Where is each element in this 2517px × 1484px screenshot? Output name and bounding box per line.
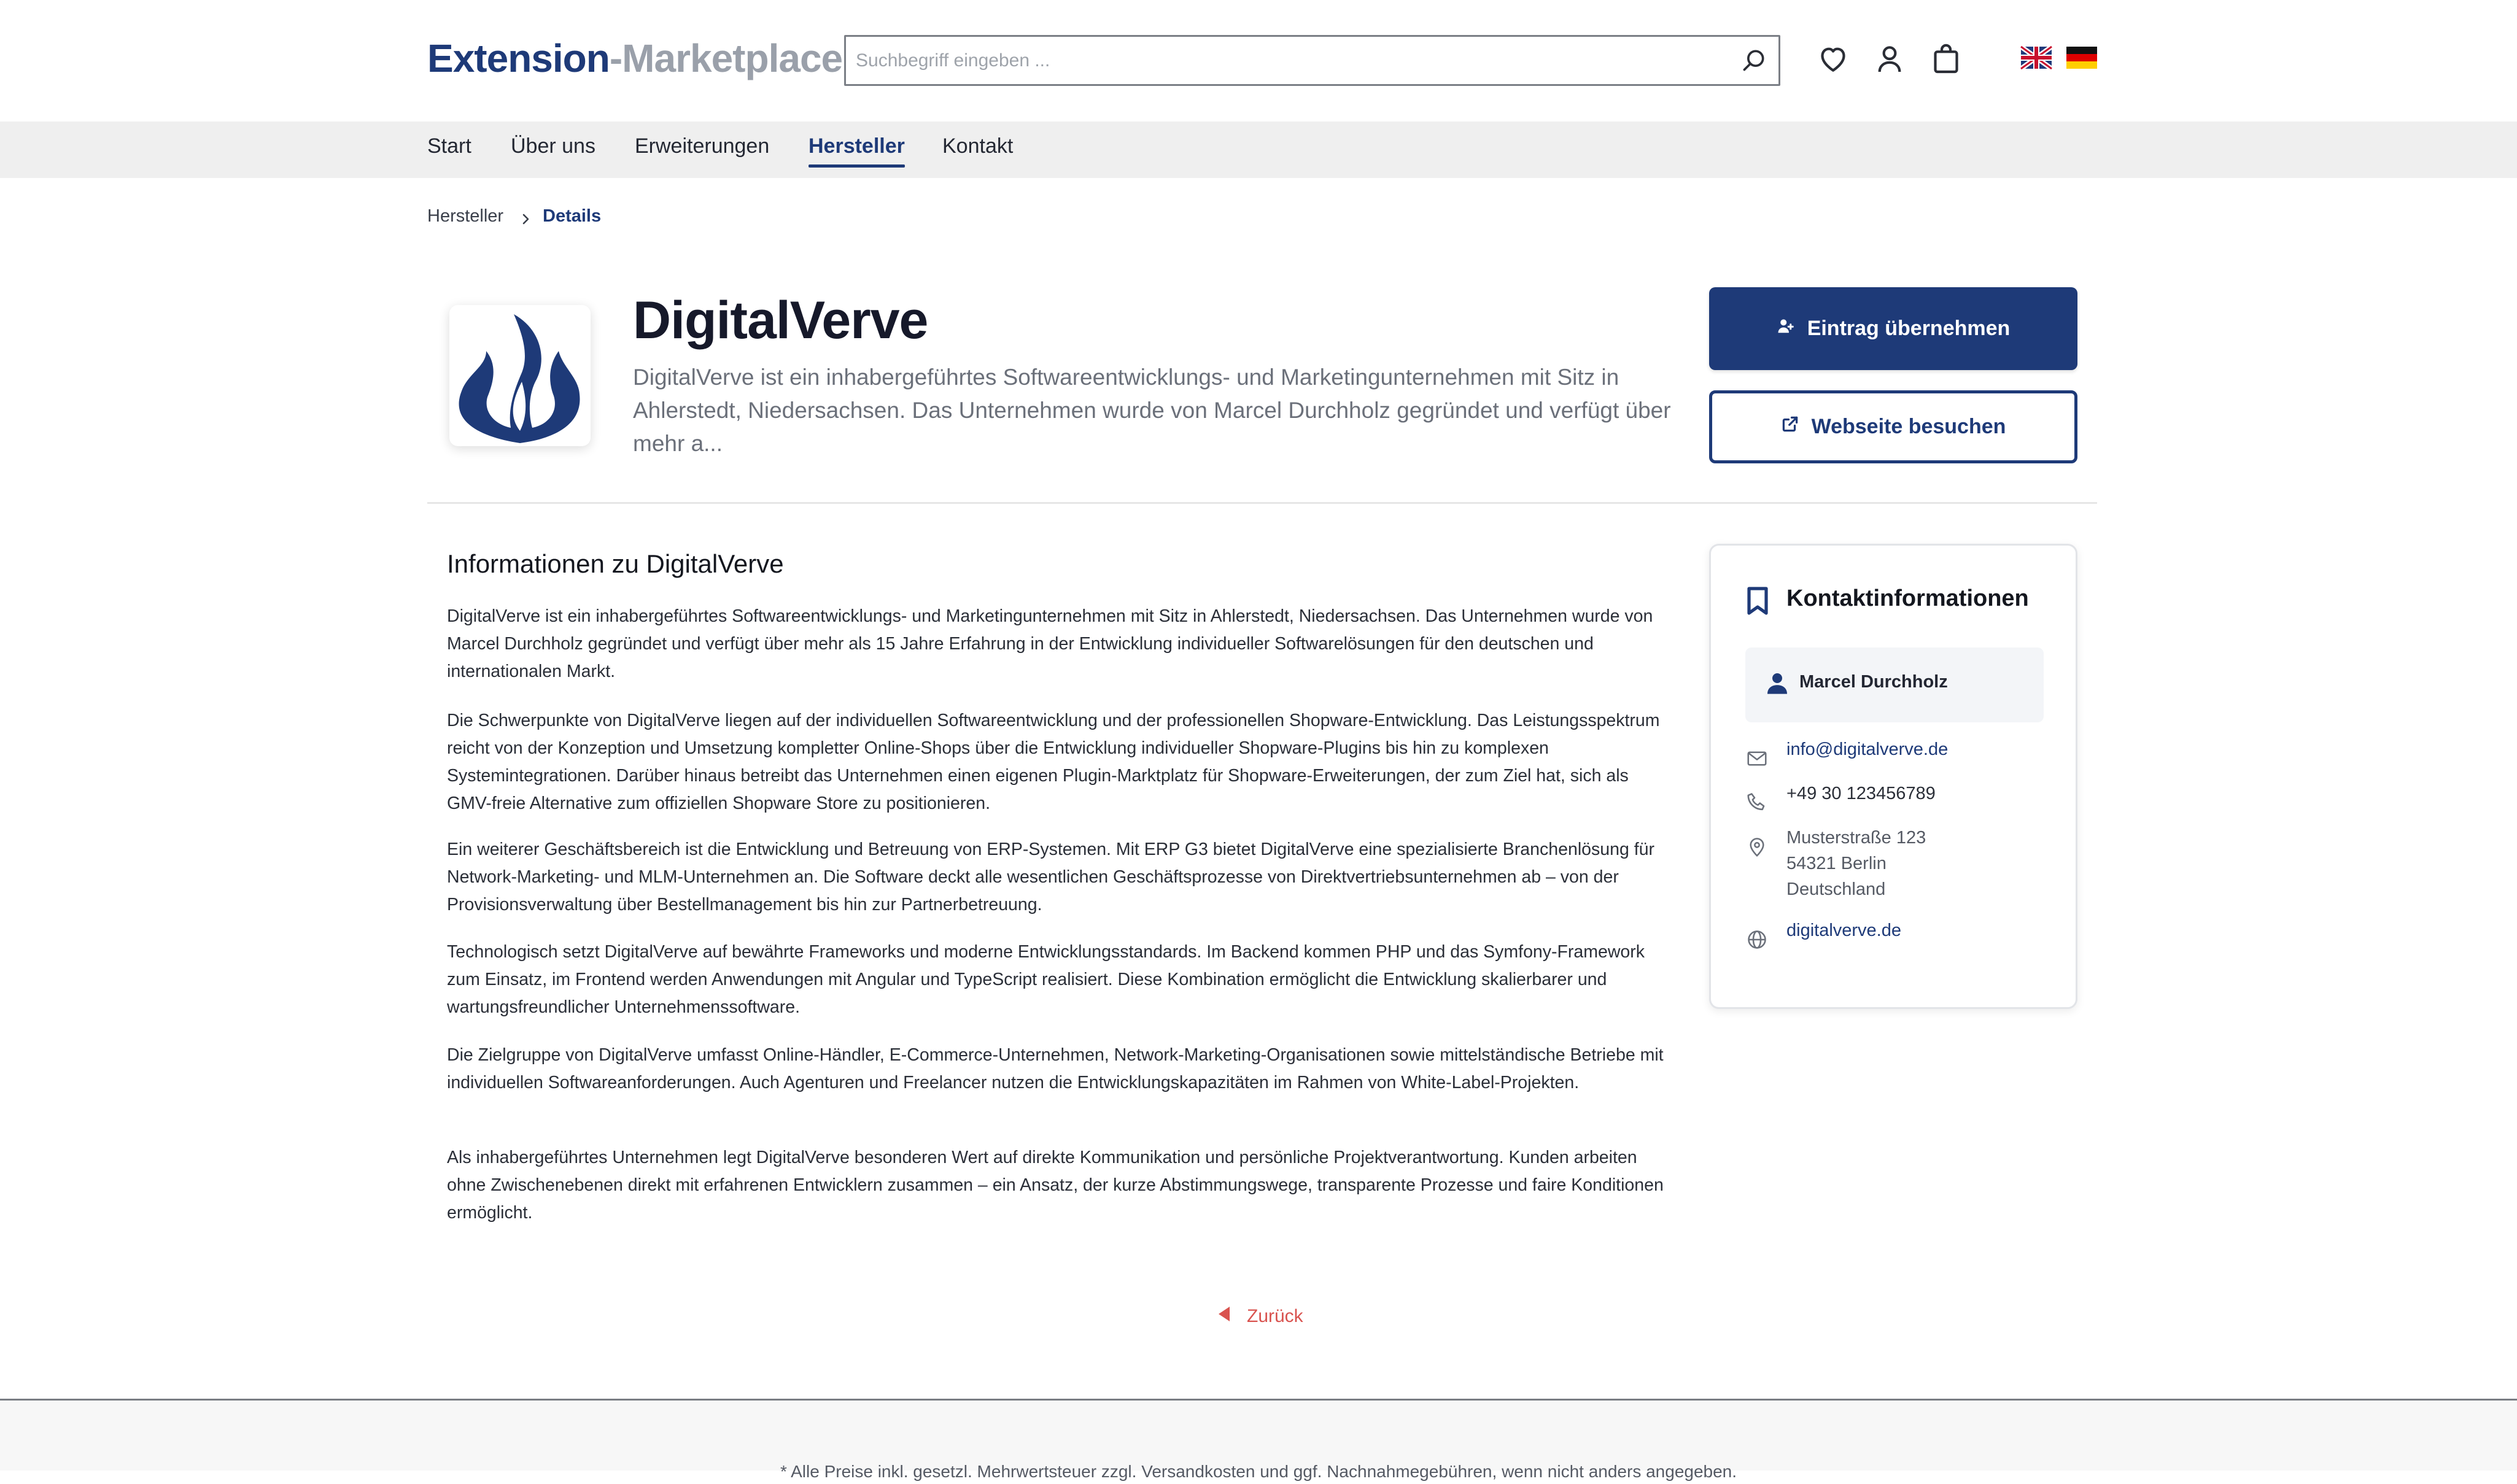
manufacturer-logo [449,305,591,446]
nav-item-kontakt[interactable]: Kontakt [942,134,1014,158]
external-link-icon [1781,415,1799,439]
footer-price-note: * Alle Preise inkl. gesetzl. Mehrwertsteuer zzgl. Versandkosten und ggf. Nachnahmegebühren, wenn nicht anders angegeben. [780,1462,1737,1481]
address-street: Musterstraße 123 [1786,828,1926,848]
flag-uk-icon[interactable] [2021,47,2052,69]
info-paragraph: DigitalVerve ist ein inhabergeführtes Softwareentwicklungs- und Marketingunternehmen mit Sitz in Ahlerstedt, Niedersachsen. Das Unternehmen wurde von Marcel Durchholz gegründet und verfügt über mehr als 15 Jahre Erfahrung in der Entwicklung individueller Softwarelösungen für den deutschen und internationalen Markt. [447,606,1653,681]
contact-email-link[interactable]: info@digitalverve.de [1786,740,1949,759]
location-pin-icon [1745,835,1769,859]
manufacturer-short-description: DigitalVerve ist ein inhabergeführtes Softwareentwicklungs- und Marketingunternehmen mit Sitz in Ahlerstedt, Niedersachsen. Das Unternehmen wurde von Marcel Durchholz gegründet und verfügt über mehr a... [633,365,1671,456]
breadcrumb-item-details: Details [543,206,602,226]
info-paragraph: Technologisch setzt DigitalVerve auf bewährte Frameworks und moderne Entwicklungsstandards. Im Backend kommen PHP und das Symfony-Framework zum Einsatz, im Frontend werden Anwendungen mit Angular und TypeScript realisiert. Diese Kombination ermöglicht die Entwicklung skalierbarer und wartungsfreundlicher Unternehmenssoftware. [447,942,1645,1017]
contact-website-link[interactable]: digitalverve.de [1786,921,1901,940]
globe-icon [1745,928,1769,951]
contact-person [1745,647,2044,722]
contact-card [1709,544,2077,1009]
footer [0,1399,2517,1481]
search-box [844,35,1780,86]
site-logo[interactable] [427,34,842,83]
caret-left-icon [1217,1305,1231,1327]
manufacturer-name: DigitalVerve [633,291,928,350]
search-input[interactable] [856,37,1715,84]
info-paragraph: Ein weiterer Geschäftsbereich ist die Entwicklung und Betreuung von ERP-Systemen. Mit ERP G3 bietet DigitalVerve eine spezialisierte Branchenlösung für Network-Marketing- und MLM-Unternehmen an. Die Software deckt alle wesentlichen Geschäftsprozesse von Direktvertriebsunternehmen ab – von der Provisionsverwaltung über Bestellmanagement bis hin zur Partnerbetreuung. [447,840,1654,914]
nav-item-erweiterungen[interactable]: Erweiterungen [635,134,770,158]
main-navigation [0,122,2517,178]
logo-part-1: Extension [427,36,610,80]
section-divider [427,502,2097,504]
user-plus-icon [1777,317,1795,341]
cart-icon[interactable] [1929,42,1963,76]
info-paragraph: Die Schwerpunkte von DigitalVerve liegen auf der individuellen Softwareentwicklung und der professionellen Shopware-Entwicklung. Das Leistungsspektrum reicht von der Konzeption und Umsetzung kompletter Online-Shops über die Entwicklung individueller Shopware-Plugins bis hin zu komplexen Systemintegrationen. Darüber hinaus betreibt das Unternehmen einen eigenen Plugin-Marktplatz für Shopware-Erweiterungen, der zum Ziel hat, sich als GMV-freie Alternative zum offiziellen Shopware Store zu positionieren. [447,711,1660,813]
contact-phone: +49 30 123456789 [1786,784,1936,803]
claim-entry-label: Eintrag übernehmen [1807,317,2011,340]
nav-item-start[interactable]: Start [427,134,471,158]
info-title: Informationen zu DigitalVerve [447,549,784,578]
back-link[interactable] [1217,1302,1303,1331]
address-country: Deutschland [1786,879,1886,899]
bookmark-icon [1745,586,1770,616]
visit-website-label: Webseite besuchen [1811,415,2006,438]
breadcrumb-item-hersteller[interactable]: Hersteller [427,206,504,226]
visit-website-button[interactable] [1709,390,2077,463]
user-icon [1767,672,1787,694]
heart-icon[interactable] [1816,42,1850,76]
user-icon[interactable] [1872,42,1907,76]
back-label: Zurück [1247,1306,1303,1326]
nav-item-ueber-uns[interactable]: Über uns [511,134,595,158]
contact-title: Kontaktinformationen [1786,585,2029,611]
claim-entry-button[interactable] [1709,287,2077,370]
chevron-right-icon [518,209,533,223]
address-city: 54321 Berlin [1786,854,1887,873]
nav-item-hersteller[interactable]: Hersteller [809,134,905,166]
phone-icon [1745,790,1769,814]
flag-de-icon[interactable] [2066,47,2097,69]
search-icon[interactable] [1740,47,1767,74]
contact-person-name: Marcel Durchholz [1799,672,1948,692]
info-paragraph: Die Zielgruppe von DigitalVerve umfasst Online-Händler, E-Commerce-Unternehmen, Network-Marketing-Organisationen sowie mittelständische Betriebe mit individuellen Softwareanforderungen. Auch Agenturen und Freelancer nutzen die Entwicklungskapazitäten im Rahmen von White-Label-Projekten. [447,1045,1664,1092]
logo-part-2: -Marketplace [609,36,843,80]
mail-icon [1745,747,1769,770]
info-paragraph: Als inhabergeführtes Unternehmen legt DigitalVerve besonderen Wert auf direkte Kommunikation und persönliche Projektverantwortung. Kunden arbeiten ohne Zwischenebenen direkt mit erfahrenen Entwicklern zusammen – ein Ansatz, der kurze Abstimmungswege, transparente Prozesse und faire Konditionen ermöglicht. [447,1148,1664,1223]
header [0,0,2517,122]
